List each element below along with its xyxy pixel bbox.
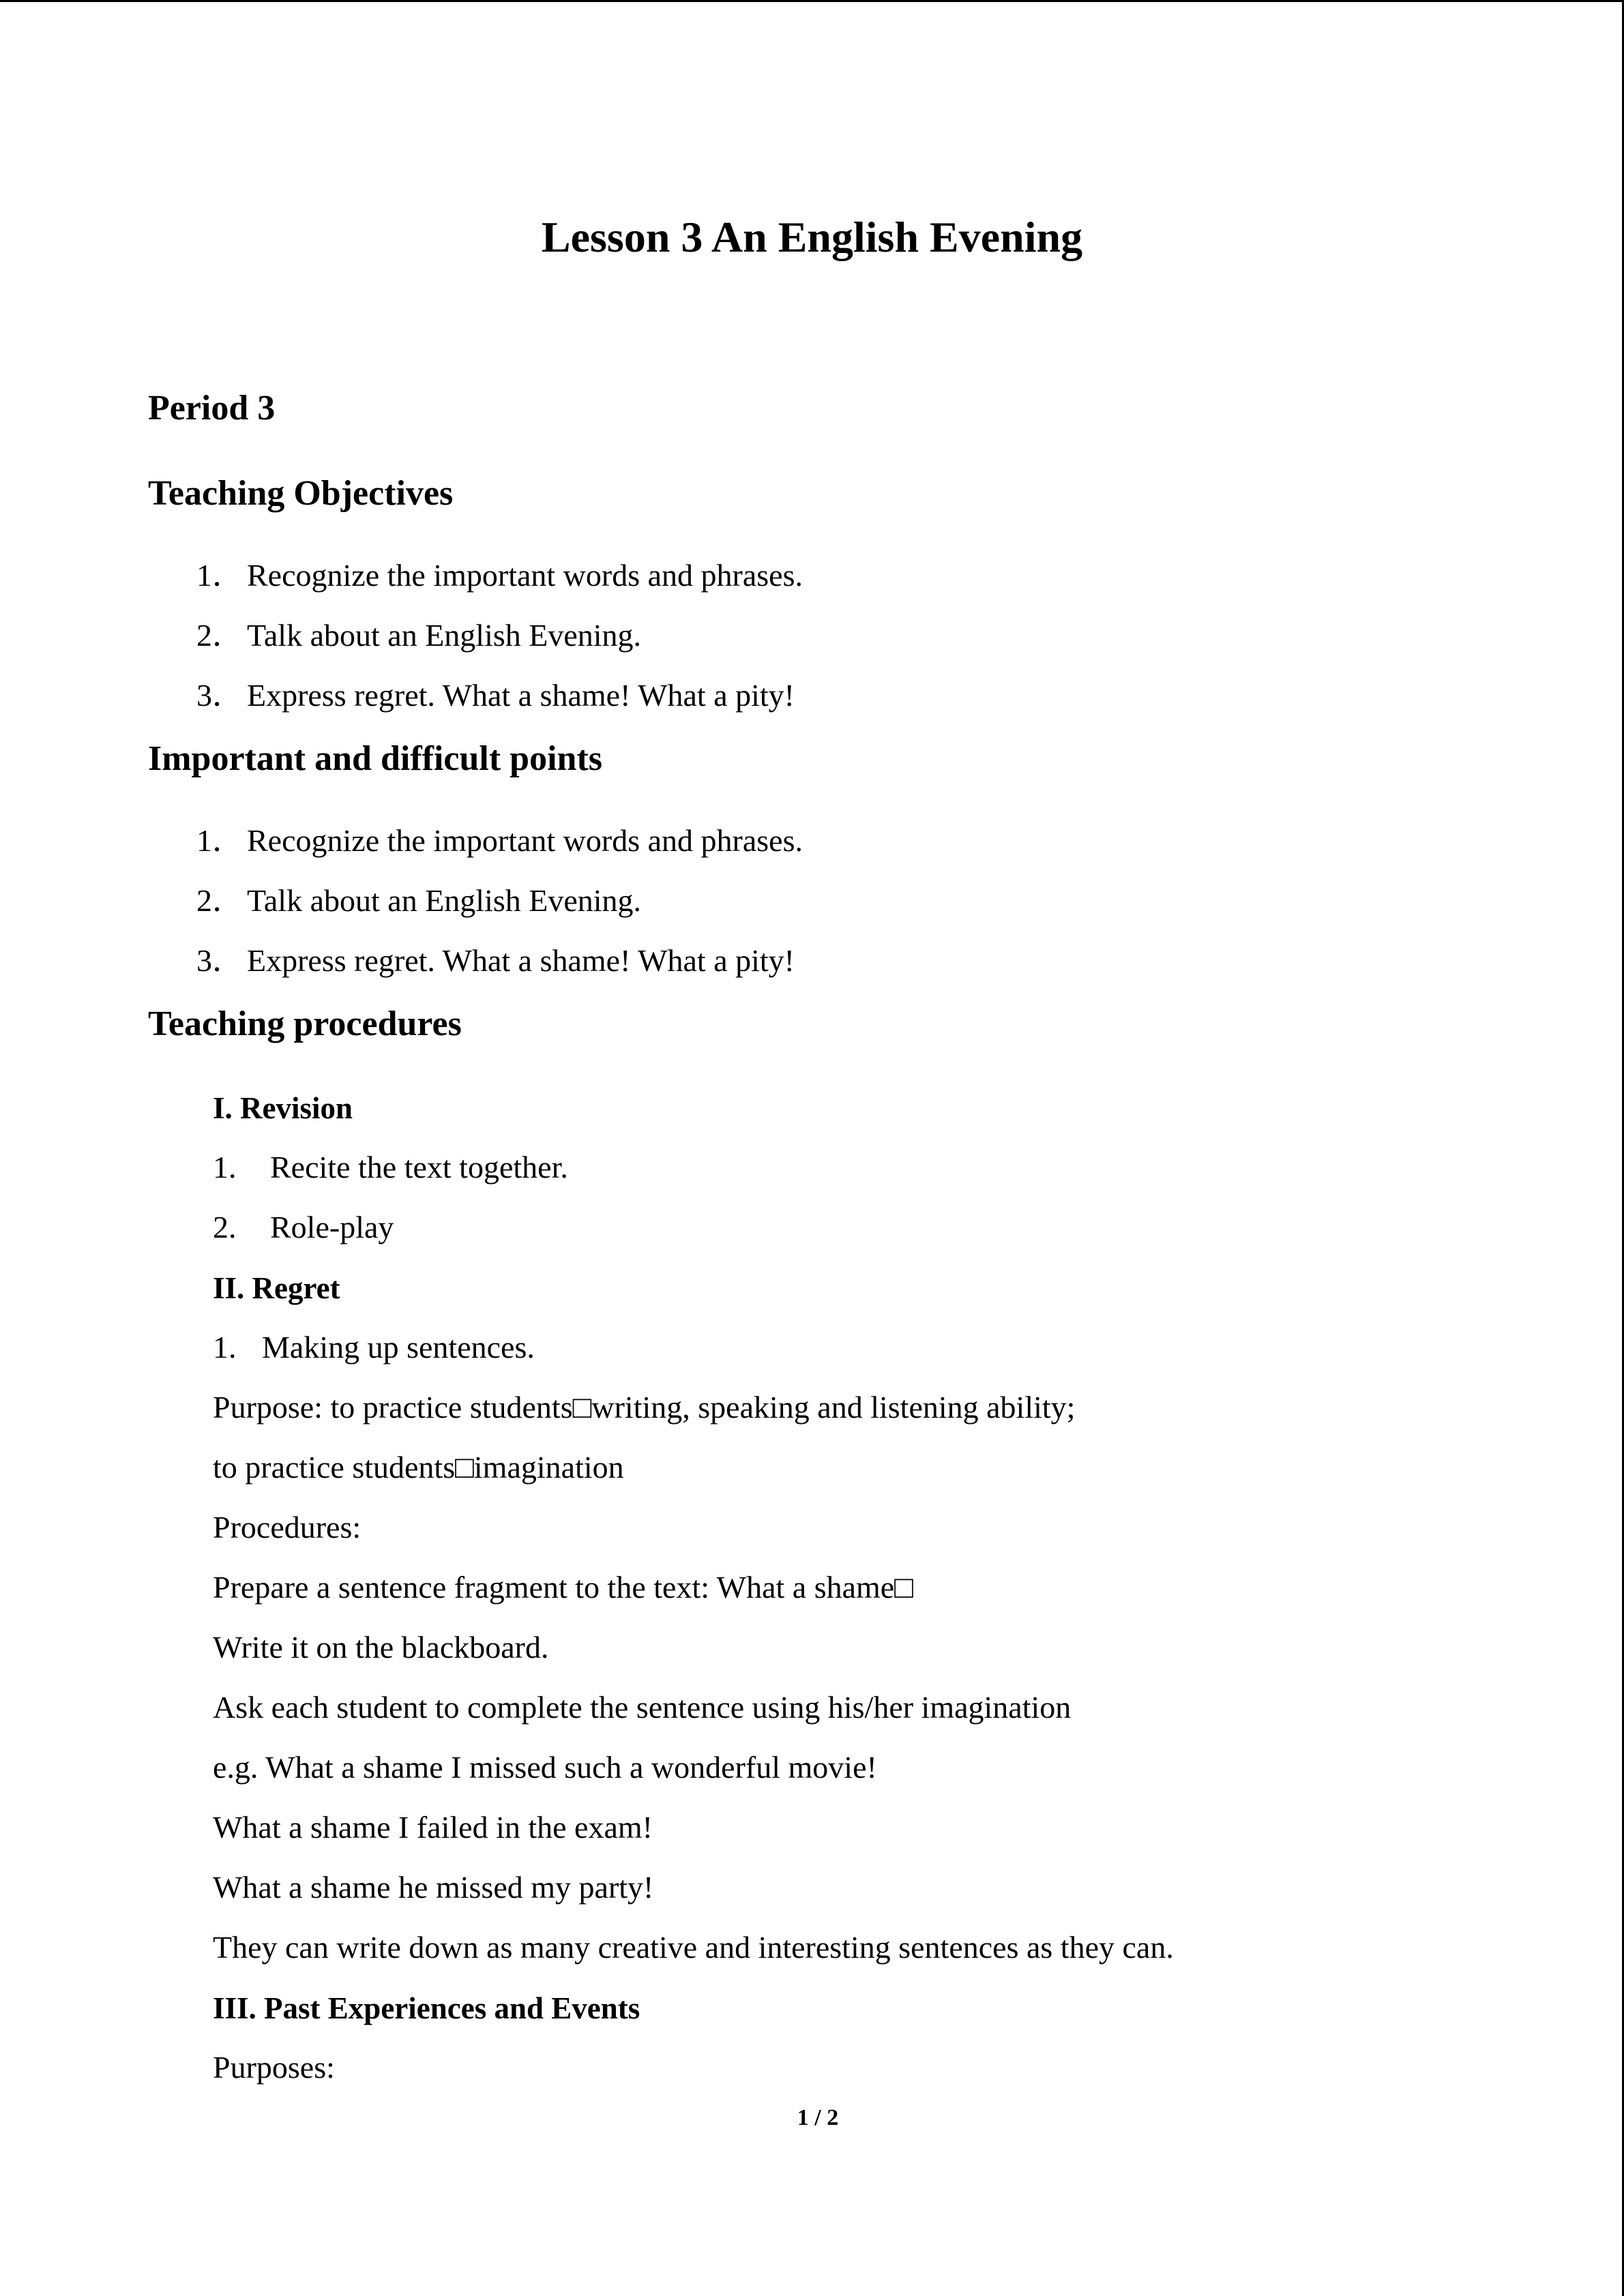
regret-line: They can write down as many creative and interesting sentences as they can. bbox=[213, 1930, 1174, 1965]
revision-number-1: 1. bbox=[213, 1150, 237, 1184]
past-experiences-heading: III. Past Experiences and Events bbox=[213, 1991, 640, 2025]
key-point-number-1: 1． bbox=[196, 823, 243, 858]
regret-line: e.g. What a shame I missed such a wonderful movie! bbox=[213, 1750, 877, 1785]
regret-line: Ask each student to complete the sentence using his/her imagination bbox=[213, 1690, 1072, 1725]
regret-line: What a shame I failed in the exam! bbox=[213, 1810, 653, 1845]
regret-heading: II. Regret bbox=[213, 1271, 340, 1305]
key-points-heading: Important and difficult points bbox=[148, 739, 602, 778]
key-point-item-3: Express regret. What a shame! What a pity! bbox=[247, 943, 795, 978]
procedures-heading: Teaching procedures bbox=[148, 1004, 462, 1043]
objective-item-2: Talk about an English Evening. bbox=[247, 618, 642, 653]
objective-item-3: Express regret. What a shame! What a pity! bbox=[247, 678, 795, 713]
period-heading: Period 3 bbox=[148, 389, 276, 428]
objective-number-2: 2． bbox=[196, 618, 243, 653]
objective-item-1: Recognize the important words and phrases. bbox=[247, 558, 803, 593]
revision-item-2: Role-play bbox=[270, 1210, 394, 1244]
regret-line: to practice students□imagination bbox=[213, 1450, 624, 1485]
objective-number-3: 3． bbox=[196, 678, 243, 713]
revision-number-2: 2. bbox=[213, 1210, 237, 1244]
regret-line: Procedures: bbox=[213, 1510, 361, 1545]
regret-line: Purpose: to practice students□writing, speaking and listening ability; bbox=[213, 1390, 1076, 1425]
regret-number-1: 1. bbox=[213, 1330, 237, 1365]
objective-number-1: 1． bbox=[196, 558, 243, 593]
key-point-item-2: Talk about an English Evening. bbox=[247, 883, 642, 918]
page-number: 1 / 2 bbox=[797, 2105, 839, 2130]
regret-line: Write it on the blackboard. bbox=[213, 1630, 549, 1665]
past-experiences-line: Purposes: bbox=[213, 2050, 335, 2085]
revision-heading: I. Revision bbox=[213, 1091, 353, 1125]
regret-line: Prepare a sentence fragment to the text: What a shame□ bbox=[213, 1570, 914, 1605]
page-border-top bbox=[0, 0, 1624, 2]
regret-line: What a shame he missed my party! bbox=[213, 1870, 654, 1905]
key-point-item-1: Recognize the important words and phrases. bbox=[247, 823, 803, 858]
revision-item-1: Recite the text together. bbox=[270, 1150, 568, 1184]
regret-item-1: Making up sentences. bbox=[262, 1330, 535, 1365]
objectives-heading: Teaching Objectives bbox=[148, 474, 454, 513]
document-title: Lesson 3 An English Evening bbox=[541, 213, 1083, 261]
key-point-number-3: 3． bbox=[196, 943, 243, 978]
key-point-number-2: 2． bbox=[196, 883, 243, 918]
